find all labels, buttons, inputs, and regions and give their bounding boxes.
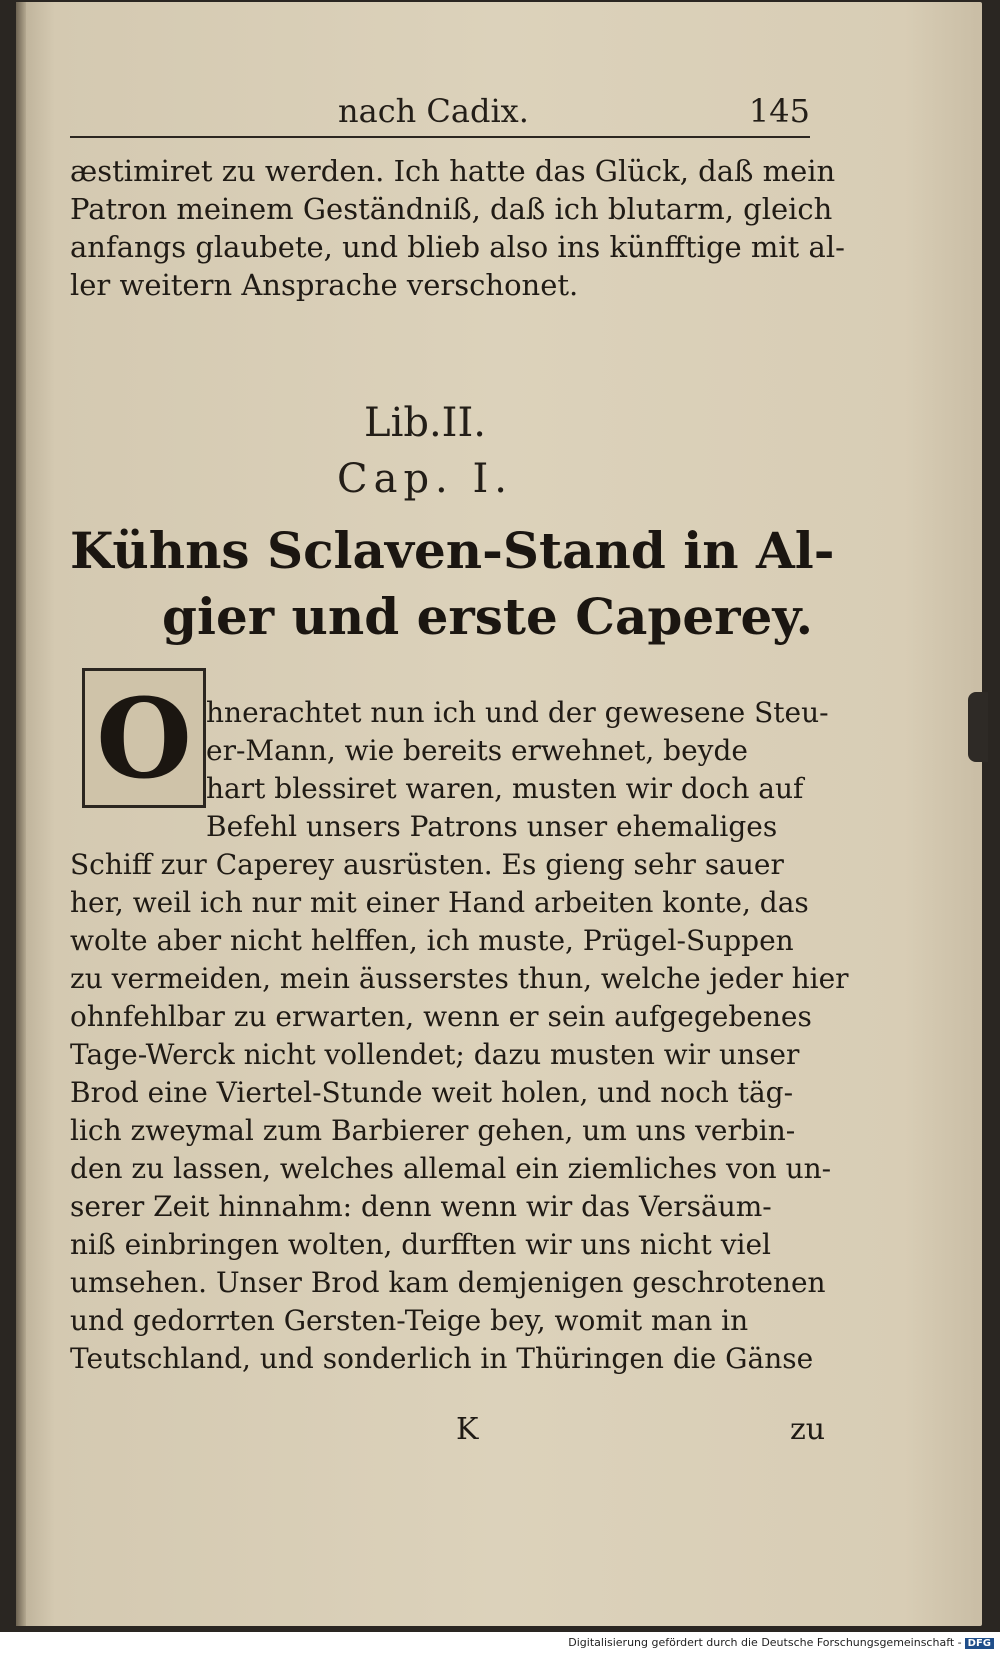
dfg-logo-badge: DFG xyxy=(965,1638,994,1649)
book-heading: Lib.II. xyxy=(364,400,486,446)
text-line: Patron meinem Geständniß, daß ich blutarm, gleich xyxy=(70,192,833,226)
chapter-title-line: gier und erste Caperey. xyxy=(162,587,814,646)
text-line: lich zweymal zum Barbierer gehen, um uns verbin- xyxy=(70,1114,796,1147)
text-line: æstimiret zu werden. Ich hatte das Glück, daß mein xyxy=(70,154,836,188)
text-line: serer Zeit hinnahm: denn wenn wir das Versäum- xyxy=(70,1190,772,1223)
text-line: zu vermeiden, mein äusserstes thun, welche jeder hier xyxy=(70,962,849,995)
text-line: anfangs glaubete, und blieb also ins künfftige mit al- xyxy=(70,230,845,264)
text-line: Befehl unsers Patrons unser ehemaliges xyxy=(206,810,778,843)
text-line: her, weil ich nur mit einer Hand arbeiten konte, das xyxy=(70,886,809,919)
page-header xyxy=(70,92,810,138)
chapter-title xyxy=(70,518,835,650)
text-line: umsehen. Unser Brod kam demjenigen geschrotenen xyxy=(70,1266,826,1299)
text-line: hart blessiret waren, musten wir doch auf xyxy=(206,772,804,805)
text-line: und gedorrten Gersten-Teige bey, womit man in xyxy=(70,1304,749,1337)
digitization-credit xyxy=(568,1636,994,1649)
text-line: hnerachtet nun ich und der gewesene Steu- xyxy=(206,696,829,729)
credit-text: Digitalisierung gefördert durch die Deutsche Forschungsgemeinschaft - xyxy=(568,1636,962,1649)
chapter-number-heading: Cap. I. xyxy=(336,456,513,502)
text-line: Brod eine Viertel-Stunde weit holen, und noch täg- xyxy=(70,1076,794,1109)
text-line: ohnfehlbar zu erwarten, wenn er sein aufgegebenes xyxy=(70,1000,812,1033)
catchword: zu xyxy=(790,1412,826,1447)
text-line: Tage-Werck nicht vollendet; dazu musten wir unser xyxy=(70,1038,800,1071)
body-paragraph xyxy=(70,846,849,1378)
text-line: den zu lassen, welches allemal ein ziemliches von un- xyxy=(70,1152,832,1185)
decorative-initial: O xyxy=(82,668,206,808)
page-binding-edge xyxy=(16,2,26,1626)
page-number: 145 xyxy=(748,92,810,130)
running-head: nach Cadix. xyxy=(338,92,529,130)
text-line: ler weitern Ansprache verschonet. xyxy=(70,268,579,302)
chapter-title-line: Kühns Sclaven-Stand in Al- xyxy=(70,521,835,580)
page-tab-marker xyxy=(968,692,988,762)
text-line: Schiff zur Caperey ausrüsten. Es gieng sehr sauer xyxy=(70,848,784,881)
signature-mark: K xyxy=(456,1412,479,1447)
text-line: wolte aber nicht helffen, ich muste, Prügel-Suppen xyxy=(70,924,794,957)
text-line: Teutschland, und sonderlich in Thüringen die Gänse xyxy=(70,1342,814,1375)
text-line: er-Mann, wie bereits erwehnet, beyde xyxy=(206,734,748,767)
dropcap-paragraph-lines xyxy=(206,694,829,846)
intro-paragraph xyxy=(70,152,845,304)
text-line: niß einbringen wolten, durfften wir uns nicht viel xyxy=(70,1228,771,1261)
